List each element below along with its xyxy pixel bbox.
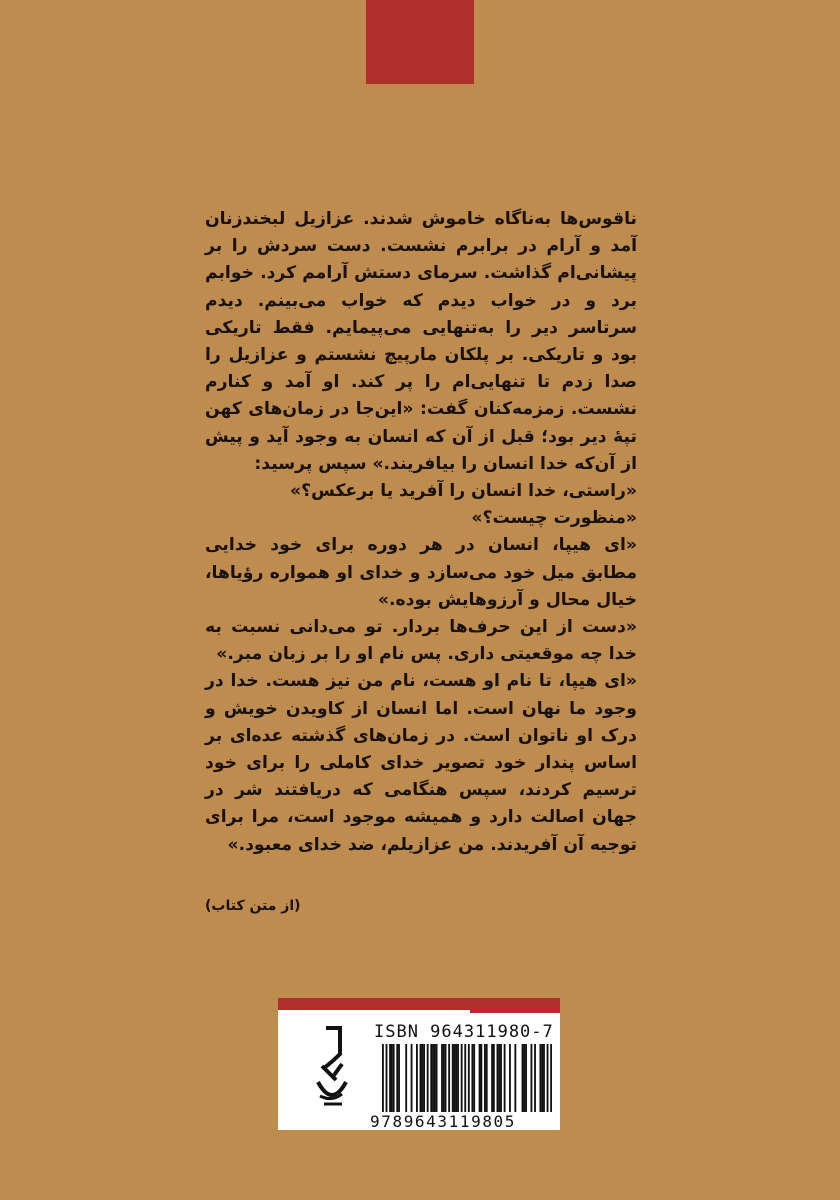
barcode-bar (423, 1044, 425, 1112)
barcode-bar (531, 1044, 533, 1112)
barcode-bar (539, 1044, 541, 1112)
barcode-bar (441, 1044, 443, 1112)
barcode-bar (445, 1044, 447, 1112)
blurb-paragraph-6: «ای هیپا، تا نام او هست، نام من نیز هست. خدا در وجود ما نهان است. اما انسان از کاویدن خویش و درک او ناتوان است. در زمان‌های گذشته عده‌ای بر اساس پندار خود تصویر خدای کاملی را برای خود ترسیم کردند، سپس هنگامی که دریافتند شر در جهان اصالت دارد و همیشه موجود است، مرا برای توجیه آن آفریدند. من عزازیلم، ضد خدای معبود.» (205, 671, 637, 855)
barcode-bar (386, 1044, 388, 1112)
barcode-bar (434, 1044, 436, 1112)
barcode-bar (522, 1044, 524, 1112)
barcode-bar (405, 1044, 407, 1112)
barcode-bar (493, 1044, 495, 1112)
barcode-bar (514, 1044, 516, 1112)
barcode-bar (416, 1044, 418, 1112)
barcode-bar (427, 1044, 429, 1112)
isbn-panel-accent (470, 1010, 560, 1013)
barcode-bar (550, 1044, 552, 1112)
barcode-bar (547, 1044, 549, 1112)
barcode-bar (421, 1044, 423, 1112)
barcode (382, 1044, 552, 1112)
barcode-bar (484, 1044, 486, 1112)
barcode-bar (468, 1044, 470, 1112)
barcode-bar (534, 1044, 536, 1112)
barcode-bar (420, 1044, 422, 1112)
barcode-bar (500, 1044, 502, 1112)
barcode-bar (497, 1044, 499, 1112)
ean-digits: 9789643119805 (370, 1112, 517, 1131)
barcode-bar (504, 1044, 506, 1112)
barcode-bar (382, 1044, 384, 1112)
blurb-paragraph-4: «ای هیپا، انسان در هر دوره برای خود خدایی مطابق میل خود می‌سازد و خدای او همواره رؤیاها، خیال محال و آرزوهایش بوده.» (205, 535, 637, 610)
barcode-bar (471, 1044, 473, 1112)
barcode-bar (432, 1044, 434, 1112)
barcode-bar (396, 1044, 398, 1112)
barcode-bar (461, 1044, 463, 1112)
barcode-bar (498, 1044, 500, 1112)
barcode-bar (541, 1044, 543, 1112)
barcode-bar (393, 1044, 395, 1112)
blurb-paragraph-2: «راستی، خدا انسان را آفرید یا برعکس؟» (290, 481, 637, 502)
barcode-bar (430, 1044, 432, 1112)
barcode-bar (389, 1044, 391, 1112)
barcode-bar (543, 1044, 545, 1112)
barcode-bar (391, 1044, 393, 1112)
isbn-panel (278, 998, 560, 1130)
publisher-logo-icon (312, 1024, 352, 1114)
back-cover-blurb (205, 206, 637, 859)
barcode-bar (454, 1044, 456, 1112)
isbn-label: ISBN 964311980-7 (374, 1022, 554, 1042)
barcode-bar (398, 1044, 400, 1112)
barcode-bar (411, 1044, 413, 1112)
barcode-bar (473, 1044, 475, 1112)
blurb-paragraph-3: «منظورت چیست؟» (471, 508, 637, 529)
barcode-bar (436, 1044, 438, 1112)
barcode-bar (452, 1044, 454, 1112)
barcode-bar (509, 1044, 511, 1112)
source-note: (از متن کتاب) (205, 898, 301, 914)
barcode-bar (448, 1044, 450, 1112)
blurb-paragraph-5: «دست از این حرف‌ها بردار. تو می‌دانی نسبت به خدا چه موقعیتی داری. پس نام او را بر زبان مبر.» (205, 617, 637, 665)
barcode-bar (525, 1044, 527, 1112)
barcode-bar (457, 1044, 459, 1112)
barcode-bar (479, 1044, 481, 1112)
barcode-bar (486, 1044, 488, 1112)
barcode-bar (443, 1044, 445, 1112)
barcode-bar (455, 1044, 457, 1112)
barcode-bar (464, 1044, 466, 1112)
blurb-paragraph-1: ناقوس‌ها به‌ناگاه خاموش شدند. عزازیل لبخندزنان آمد و آرام در برابرم نشست. دست سردش را بر پیشانی‌ام گذاشت. سرمای دستش آرامم کرد. خوابم برد و در خواب دیدم که خواب می‌بینم. دیدم سرتاسر دیر را به‌تنهایی می‌پیمایم. فقط تاریکی بود و تاریکی. بر پلکان مارپیچ نشستم و عزازیل را صدا زدم تا تنهایی‌ام را پر کند. او آمد و کنارم نشست. زمزمه‌کنان گفت: «این‌جا در زمان‌های کهن تپهٔ دیر بود؛ قبل از آن که انسان به وجود آید و پیش از آن‌که خدا انسان را بیافریند.» سپس پرسید: (205, 209, 637, 474)
barcode-bar (491, 1044, 493, 1112)
barcode-bar (523, 1044, 525, 1112)
barcode-bar (480, 1044, 482, 1112)
top-accent-block (366, 0, 474, 84)
